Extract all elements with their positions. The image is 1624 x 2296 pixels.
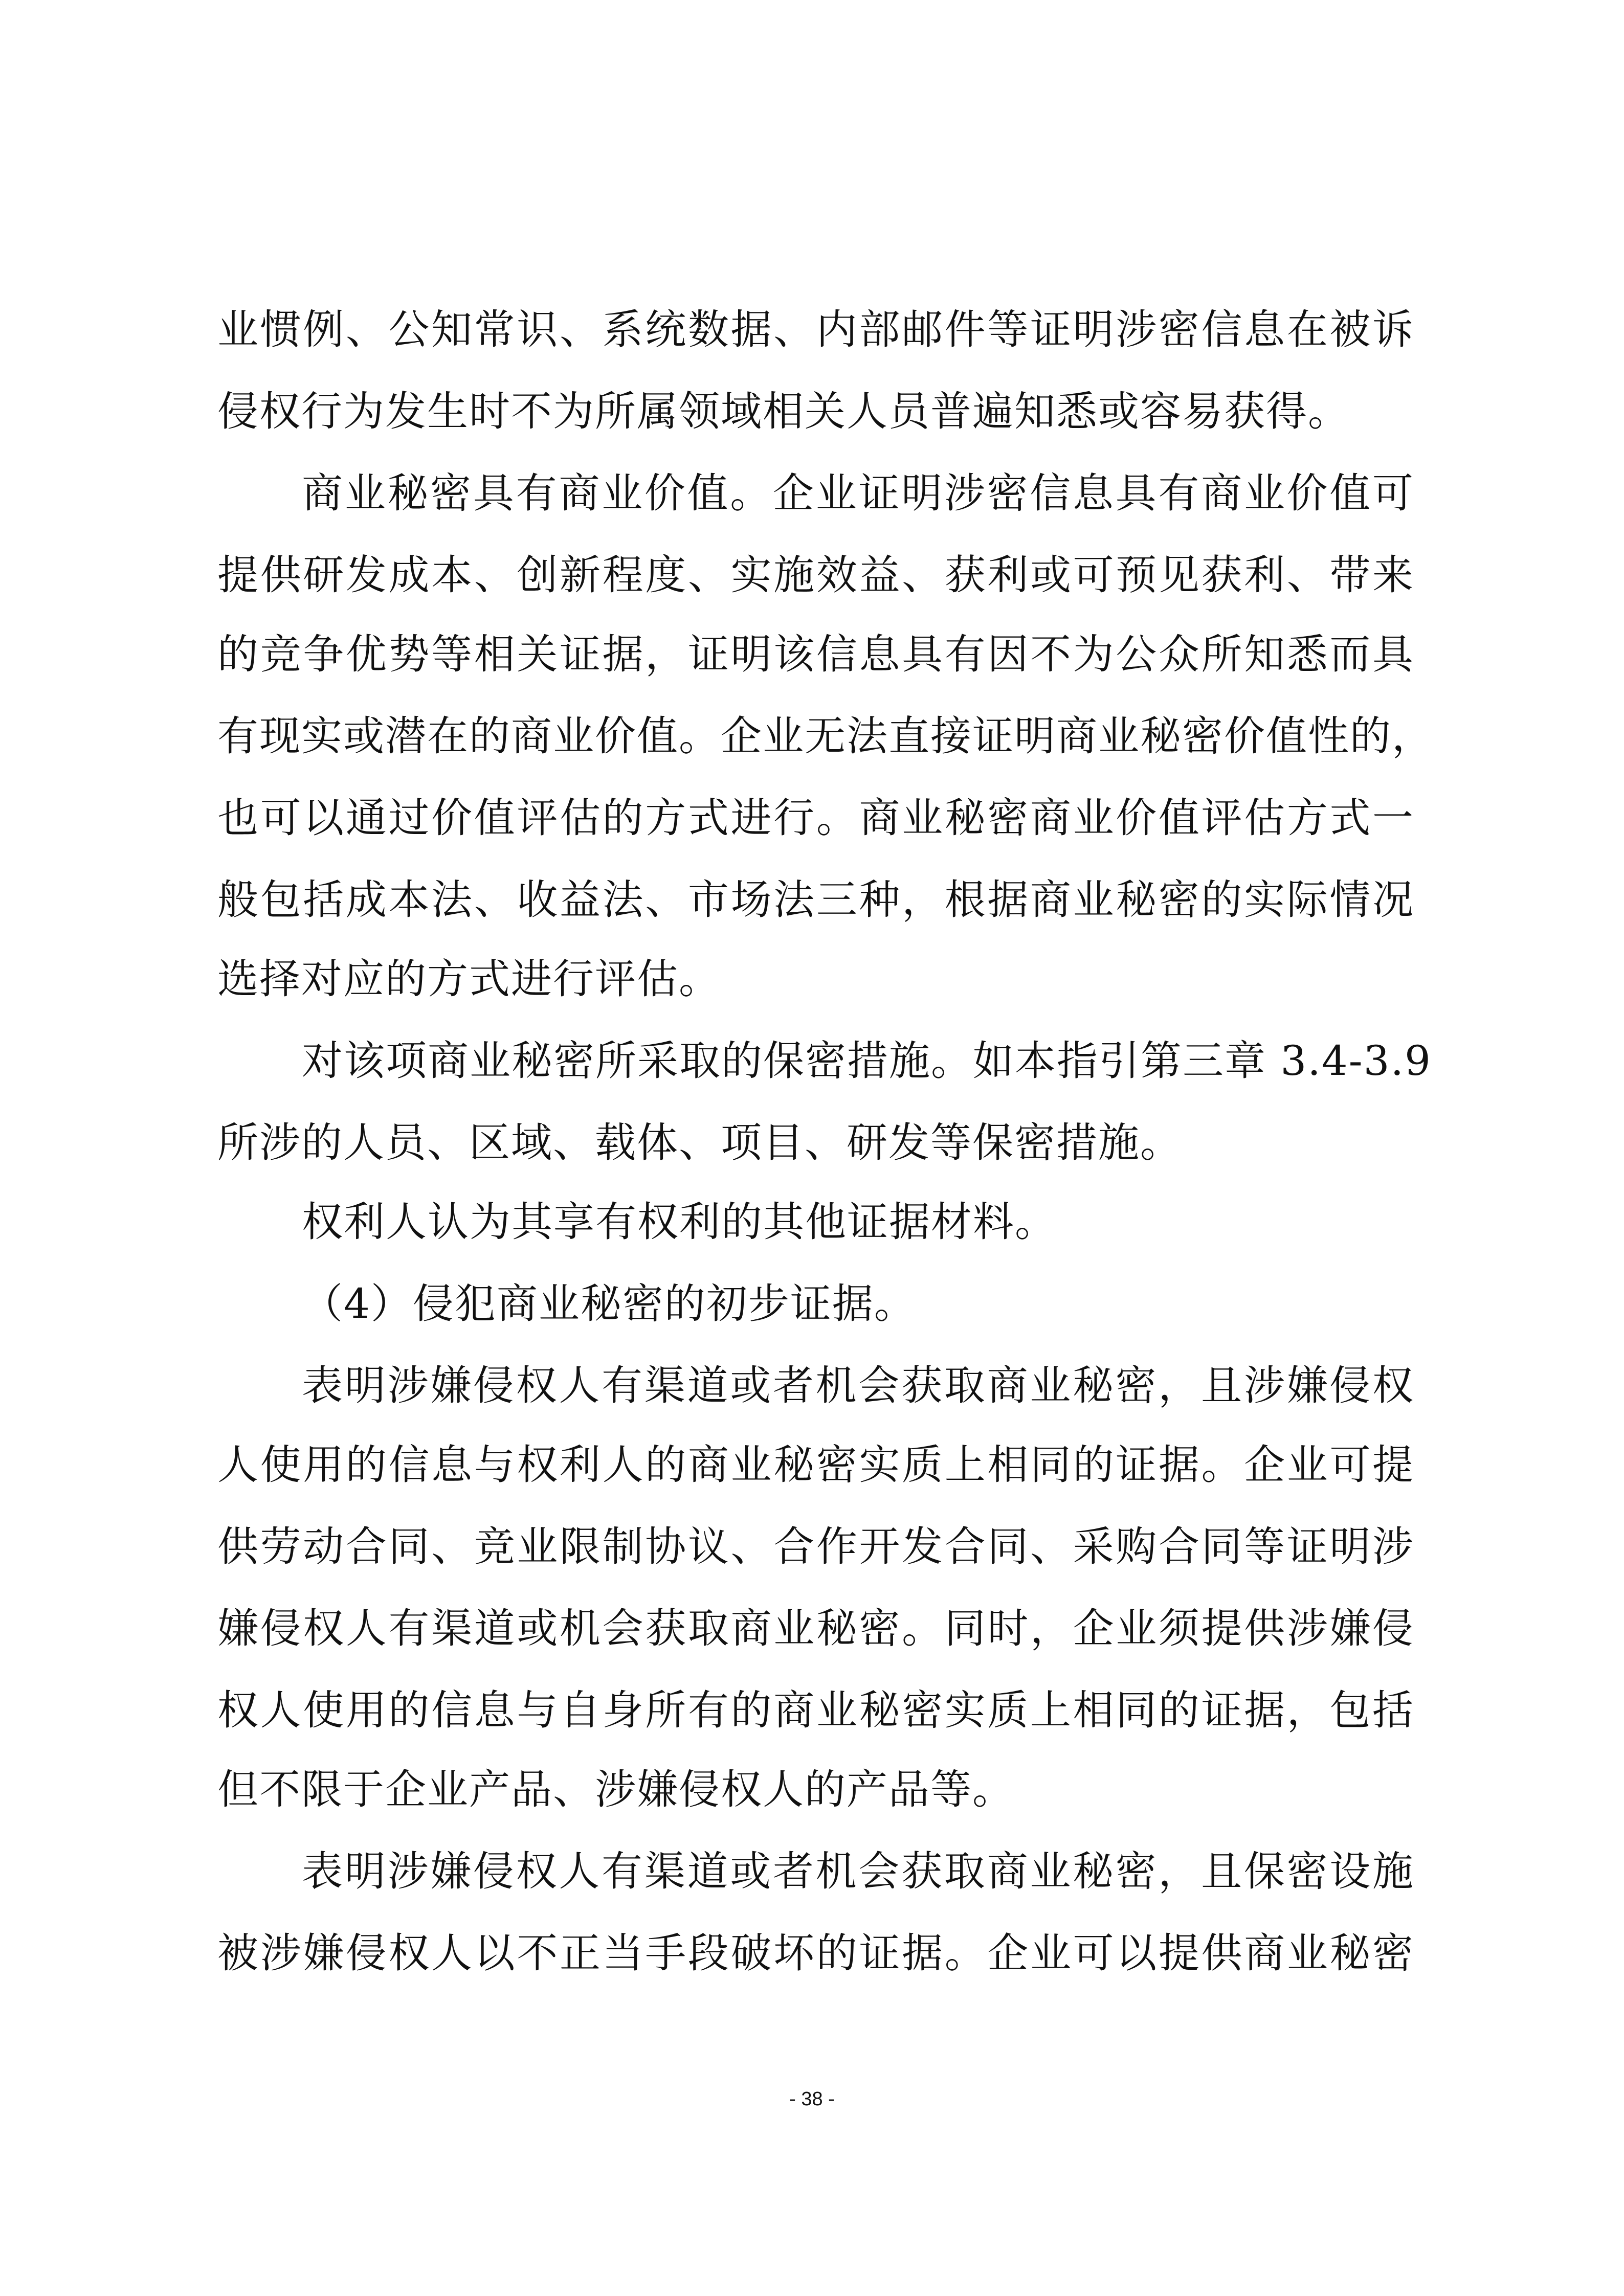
paragraph-first-line: 表明涉嫌侵权人有渠道或者机会获取商业秘密，且保密设施	[302, 1848, 1414, 1895]
paragraph-first-line: 对该项商业秘密所采取的保密措施。如本指引第三章 3.4-3.9	[302, 1037, 1432, 1085]
body-text-line: 权人使用的信息与自身所有的商业秘密实质上相同的证据，包括	[217, 1686, 1414, 1734]
body-text-line: 有现实或潜在的商业价值。企业无法直接证明商业秘密价值性的，	[217, 712, 1434, 760]
body-text-line: 侵权行为发生时不为所属领域相关人员普遍知悉或容易获得。	[217, 388, 1350, 435]
body-text-line: 般包括成本法、收益法、市场法三种，根据商业秘密的实际情况	[217, 876, 1414, 924]
body-text-line: 也可以通过价值评估的方式进行。商业秘密商业价值评估方式一	[217, 794, 1414, 842]
paragraph-first-line: 商业秘密具有商业价值。企业证明涉密信息具有商业价值可	[302, 469, 1414, 517]
section-heading: （4）侵犯商业秘密的初步证据。	[302, 1280, 916, 1327]
body-text-line: 嫌侵权人有渠道或机会获取商业秘密。同时，企业须提供涉嫌侵	[217, 1605, 1414, 1652]
paragraph-first-line: 表明涉嫌侵权人有渠道或者机会获取商业秘密，且涉嫌侵权	[302, 1362, 1414, 1409]
body-text-line: 被涉嫌侵权人以不正当手段破坏的证据。企业可以提供商业秘密	[217, 1929, 1414, 1977]
paragraph-first-line: 权利人认为其享有权利的其他证据材料。	[302, 1198, 1057, 1246]
body-text-line: 所涉的人员、区域、载体、项目、研发等保密措施。	[217, 1119, 1182, 1166]
body-text-line: 供劳动合同、竞业限制协议、合作开发合同、采购合同等证明涉	[217, 1523, 1414, 1570]
body-text-line: 人使用的信息与权利人的商业秘密实质上相同的证据。企业可提	[217, 1441, 1414, 1489]
body-text-line: 的竞争优势等相关证据，证明该信息具有因不为公众所知悉而具	[217, 631, 1414, 678]
body-text-line: 选择对应的方式进行评估。	[217, 955, 721, 1003]
body-text-line: 提供研发成本、创新程度、实施效益、获利或可预见获利、带来	[217, 551, 1414, 599]
page-number: - 38 -	[789, 2088, 835, 2110]
body-text-line: 业惯例、公知常识、系统数据、内部邮件等证明涉密信息在被诉	[217, 306, 1414, 353]
body-text-line: 但不限于企业产品、涉嫌侵权人的产品等。	[217, 1766, 1014, 1813]
